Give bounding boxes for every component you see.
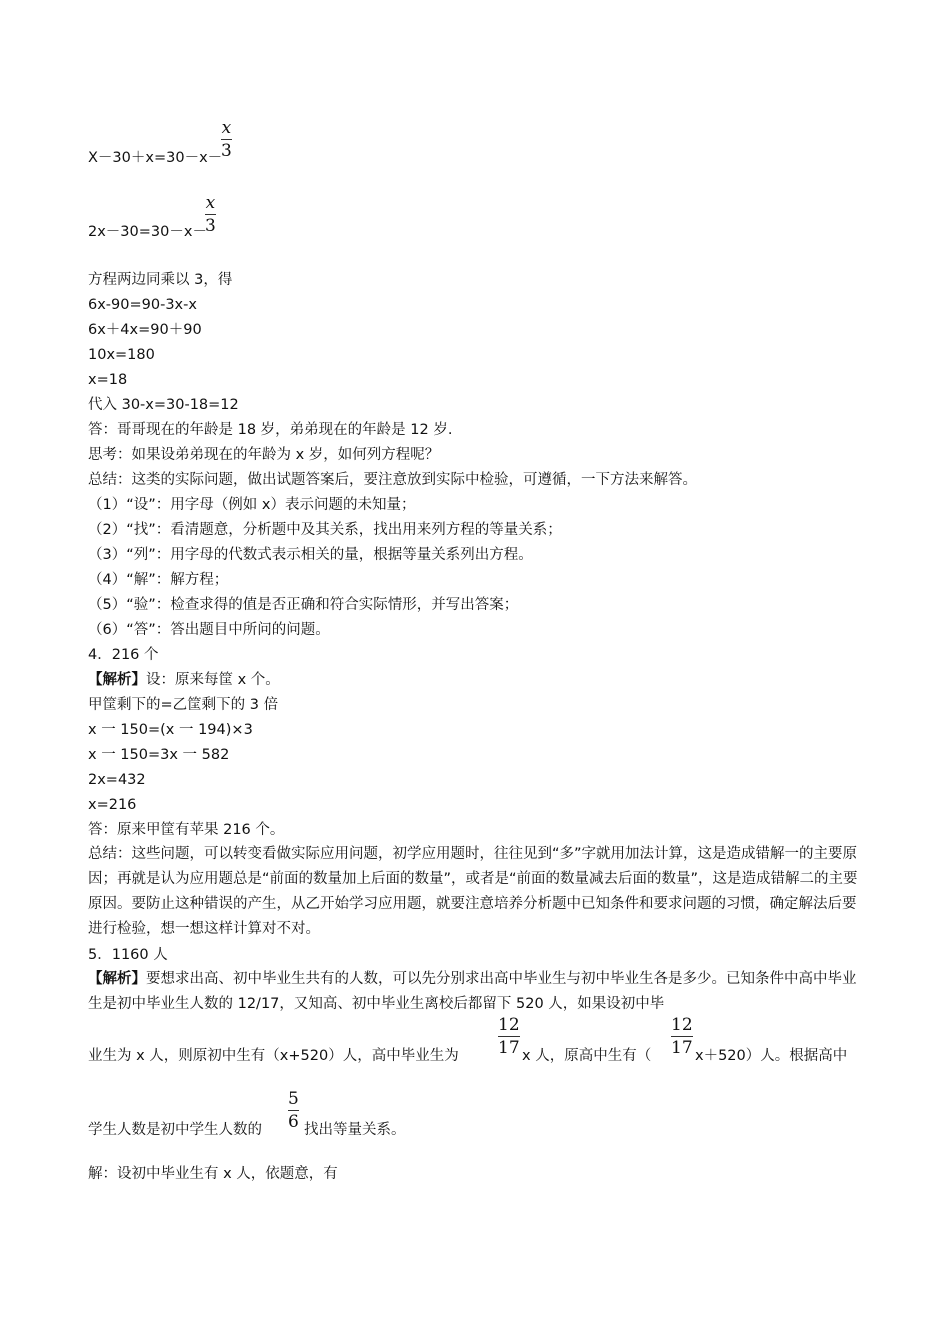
summary-line: 总结：这类的实际问题，做出试题答案后，要注意放到实际中检验，可遵循，一下方法来解答。: [88, 472, 697, 488]
equation-1-text: X－30＋x=30－x－: [88, 150, 223, 166]
fraction-numerator: 5: [288, 1089, 299, 1109]
fraction-denominator: 6: [288, 1112, 299, 1132]
question-4-title: 4．216 个: [88, 647, 159, 663]
analysis-line-part: 学生人数是初中学生人数的: [88, 1122, 262, 1138]
analysis-line-part: 业生为 x 人，则原初中生有（x+520）人，高中毕业生为: [88, 1048, 459, 1064]
step-item: （1）“设”：用字母（例如 x）表示问题的未知量；: [88, 497, 416, 513]
fraction-denominator: 17: [671, 1038, 693, 1058]
step-item: （2）“找”：看清题意，分析题中及其关系，找出用来列方程的等量关系；: [88, 522, 562, 538]
fraction-numerator: x: [221, 118, 232, 138]
analysis-text: 设：原来每筐 x 个。: [146, 672, 280, 688]
question-5-title: 5．1160 人: [88, 947, 168, 963]
text-line: 10x=180: [88, 347, 155, 363]
fraction-denominator: 3: [205, 216, 216, 236]
question-5-analysis: [88, 967, 866, 1017]
step-item: （6）“答”：答出题目中所问的问题。: [88, 622, 330, 638]
analysis-text: 要想求出高、初中毕业生共有的人数，可以先分别求出高中毕业生与初中毕业生各是多少。已知条件中高中毕业生是初中毕业生人数的 12/17，又知高、初中毕业生离校后都留下 520 人，如果设初中毕: [88, 971, 857, 1012]
equation-1: [88, 148, 222, 168]
step-item: （3）“列”：用字母的代数式表示相关的量，根据等量关系列出方程。: [88, 547, 533, 563]
summary-paragraph: 总结：这些问题，可以转变看做实际应用问题，初学应用题时，往往见到“多”字就用加法计算，这是造成错解一的主要原因；再就是认为应用题总是“前面的数量加上后面的数量”，或者是“前面的数量减去后面的数量”，这是造成错解二的主要原因。要防止这种错误的产生，从乙开始学习应用题，就要注意培养分析题中已知条件和要求问题的习惯，确定解法后要进行检验，想一想这样计算对不对。: [88, 846, 858, 937]
text-line: x 一 150=3x 一 582: [88, 747, 230, 763]
text-line: 代入 30-x=30-18=12: [88, 397, 239, 413]
fraction-x-over-3: [205, 193, 216, 236]
fraction-numerator: x: [205, 193, 216, 213]
step-item: （4）“解”：解方程；: [88, 572, 229, 588]
equation-2-text: 2x－30=30－x－: [88, 224, 207, 240]
fraction-numerator: 12: [671, 1015, 693, 1035]
analysis-line-part: x 人，原高中生有（: [522, 1048, 652, 1064]
fraction-12-over-17: [671, 1015, 693, 1058]
answer-line: 答：原来甲筐有苹果 216 个。: [88, 822, 285, 838]
fraction-5-over-6: [288, 1089, 299, 1132]
text-line: 6x＋4x=90＋90: [88, 322, 202, 338]
fraction-x-over-3: [221, 118, 232, 161]
analysis-label: 【解析】: [88, 971, 146, 987]
analysis-line-part: x＋520）人。根据高中: [695, 1048, 848, 1064]
equation-2: [88, 222, 207, 242]
text-line: 甲筐剩下的=乙筐剩下的 3 倍: [88, 697, 279, 713]
fraction-denominator: 3: [221, 141, 232, 161]
analysis-line-part: 找出等量关系。: [304, 1122, 406, 1138]
answer-line: 答：哥哥现在的年龄是 18 岁，弟弟现在的年龄是 12 岁.: [88, 422, 453, 438]
step-item: （5）“验”：检查求得的值是否正确和符合实际情形，并写出答案；: [88, 597, 519, 613]
fraction-numerator: 12: [498, 1015, 520, 1035]
text-line: 2x=432: [88, 772, 146, 788]
analysis-label: 【解析】: [88, 672, 146, 688]
question-4-analysis: [88, 670, 280, 690]
text-line: 6x-90=90-3x-x: [88, 297, 197, 313]
text-line: x 一 150=(x 一 194)×3: [88, 722, 253, 738]
fraction-denominator: 17: [498, 1038, 520, 1058]
solution-line: 解：设初中毕业生有 x 人，依题意，有: [88, 1166, 338, 1182]
text-line: x=18: [88, 372, 128, 388]
thinking-line: 思考：如果设弟弟现在的年龄为 x 岁，如何列方程呢？: [88, 447, 440, 463]
text-line: x=216: [88, 797, 137, 813]
fraction-12-over-17: [498, 1015, 520, 1058]
text-line: 方程两边同乘以 3，得: [88, 272, 233, 288]
